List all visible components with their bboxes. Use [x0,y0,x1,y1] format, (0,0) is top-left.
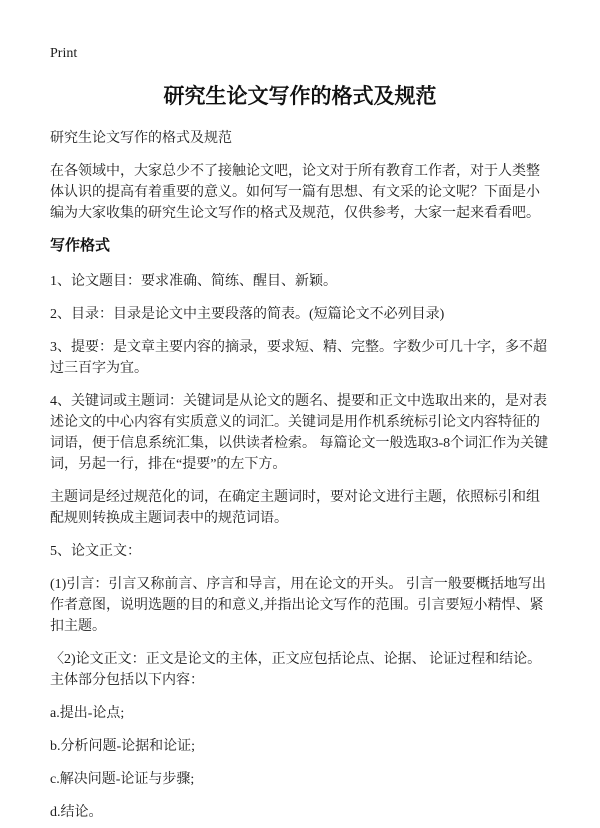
sub-item-1-introduction: (1)引言：引言又称前言、序言和导言，用在论文的开头。 引言一般要概括地写出作者意图，说明选题的目的和意义,并指出论文写作的范围。引言要短小精悍、紧扣主题。 [50,577,546,634]
item-4-keywords: 4、关键词或主题词：关键词是从论文的题名、提要和正文中选取出来的，是对表述论文的中心内容有实质意义的词汇。关键词是用作机系统标引论文内容特征的词语，便于信息系统汇集，以供读者检索。 每篇论文一般选取3-8个词汇作为关键词，另起一行，排在“提要”的左下方。 [50,394,549,472]
sub-item-2-main-body: 〈2)论文正文：正文是论文的主体，正文应包括论点、论据、 论证过程和结论。主体部分包括以下内容： [50,652,542,688]
page-subtitle: 研究生论文写作的格式及规范 [50,131,232,146]
list-item-d: d.结论。 [50,805,103,820]
list-item-c: c.解决问题-论证与步骤; [50,772,195,787]
section-heading-writing-format: 写作格式 [50,238,111,254]
print-link[interactable]: Print [50,46,78,61]
subject-words-paragraph: 主题词是经过规范化的词，在确定主题词时，要对论文进行主题，依照标引和组配规则转换成主题词表中的规范词语。 [50,490,540,526]
page-title: 研究生论文写作的格式及规范 [163,84,437,108]
item-1-title: 1、论文题目：要求准确、简练、醒目、新颖。 [50,274,337,289]
item-3-abstract: 3、提要：是文章主要内容的摘录，要求短、精、完整。字数少可几十字，多不超过三百字为宜。 [50,340,547,376]
item-2-toc: 2、目录：目录是论文中主要段落的简表。(短篇论文不必列目录) [50,307,445,322]
list-item-b: b.分析问题-论据和论证; [50,739,196,754]
list-item-a: a.提出-论点; [50,706,125,721]
item-5-main-text: 5、论文正文： [50,544,141,559]
intro-paragraph: 在各领域中，大家总少不了接触论文吧，论文对于所有教育工作者，对于人类整体认识的提高有着重要的意义。如何写一篇有思想、有文采的论文呢？下面是小编为大家收集的研究生论文写作的格式及规范，仅供参考，大家一起来看看吧。 [50,164,540,221]
